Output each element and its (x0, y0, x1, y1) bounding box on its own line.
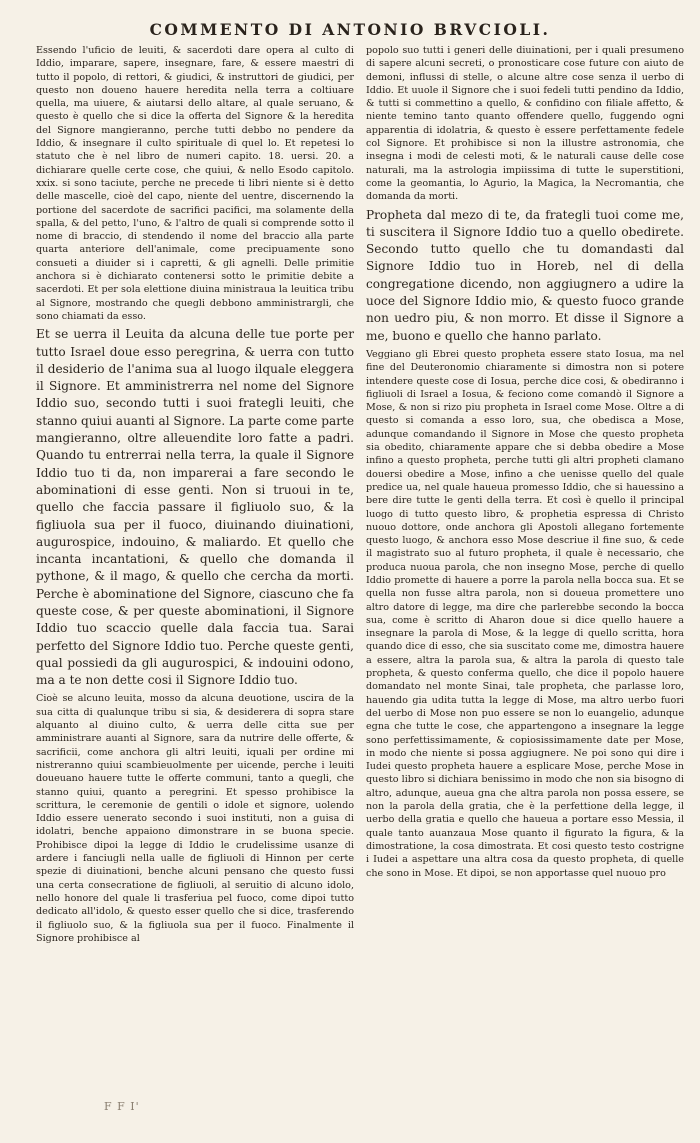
commentary-paragraph: Veggiano gli Ebrei questo propheta essere stato Iosua, ma nel fine del Deuteronomio chiaramente si dimostra non si potere intendere queste cose di Iosua, perche dice cosi, & obediranno i figliuoli di Israel a Iosua, & feciono come comandò il Signore a Mose, & non si rizo piu propheta in Israel come Mose. Oltre a di questo si comanda a esso loro, sua, che obedisca a Mose, adunque comandando il Signore in Mose che questo propheta sia obedito, chiaramente appare che si debba obedire a Mose infino a questo propheta, perche tutti gli altri propheti clamano douersi obedire a Mose, infino a che uenisse quello del quale predice ua, nel quale haueua promesso Iddio, che si hauessino a bere dire tutte le genti della terra. Et così è quello il principal luogo di tutto questo libro, & prophetia espressa di Christo nuouo dottore, onde anchora gli Apostoli allegano fortemente questo luogo, & anchora esso Mose descriue il fine suo, & cede il magistrato suo al futuro propheta, il quale è necessario, che produca nuoua parola, che non insegno Mose, perche di quello Iddio promette di hauere a porre la parola nella bocca sua. Et se quella non fusse altra parola, non si doueua promettere uno altro datore di legge, ma dire che parlerebbe secondo la bocca sua, come è scritto di Aharon doue si dice quello hauere a insegnare la parola di Mose, & la legge di quello scritta, hora quando dice di esso, che sia suscitato come me, dimostra hauere a essere, altra la parola sua, & altra la parola di questo tale propheta, & questo conferma quello, che dice il popolo hauere domandato nel monte Sinai, tale propheta, che parlasse loro, hauendo gia udita tutta la legge di Mose, ma altro uerbo fuori del uerbo di Mose non puo essere se non lo euangelio, adunque egna che tutte le cose, che appartengono a insegnare la legge sono perfettissimamente, & copiosissimamente date per Mose, in modo che niente si possa aggiugnere. Ne poi sono qui dire i Iudei questo propheta hauere a esplicare Mose, perche Mose in questo libro si dichiara benissimo in modo che non sia bisogno di altro, adunque, aueua gna che altra parola non possa essere, se non la parola della gratia, che è la perfettione della legge, il uerbo della gratia e quello che haueua a portare esso Messia, il quale tanto auanzaua Mose quanto il figurato la figura, & la dimostratione, la cosa dimostrata. Et cosi questo testo costrigne i Iudei a aspettare una altra cosa da questo propheta, di quelle che sono in Mose. Et dipoi, se non apportasse quel nuouo pro (366, 348, 684, 879)
commentary-paragraph: Essendo l'uficio de leuiti, & sacerdoti dare opera al culto di Iddio, imparare, sapere, insegnare, fare, & essere maestri di tutto il popolo, di rettori, & giudici, & instruttori de giudici, per questo non doueno hauere heredita nella terra a coltiuare quella, ma uiuere, & aiutarsi dello altare, al quale seruano, & questo è quello che si dice la offerta del Signore & la heredita del Signore mangieranno, perche tutti debbo no pendere da Iddio, & insegnare il culto spirituale di quel lo. Et repetesi lo statuto che è nel libro de numeri capito. 18. uersi. 20. a dichiarare quelle certe cose, che quiui, & nello Esodo capitolo. xxix. si sono taciute, perche ne precede ti libri niente si è detto delle mascelle, cioè del capo, niente del uentre, discernendo la portione del sacerdote de sacrifici pacifici, ma solamente della spalla, & del petto, l'uno, & l'altro de quali si comprende sotto il nome di braccio, di stendendo il nome del braccio alla parte quarta anteriore dell'animale, come precipuamente sono consueti a diuider si i capretti, & gli agnelli. Delle primitie anchora si è dichiarato contenersi sotto le primitie debite a sacerdoti. Et per sola elettione diuina ministraua la leuitica tribu al Signore, mostrando che quegli debbono amministrargli, che sono chiamati da esso. (36, 45, 354, 322)
scripture-paragraph: Et se uerra il Leuita da alcuna delle tue porte per tutto Israel doue esso peregrina, & uerra con tutto il desiderio de l'anima sua al luogo ilquale eleggera il Signore. Et amministrerra nel nome del Signore Iddio suo, secondo tutti i suoi frategli leuiti, che stanno quiui auanti al Signore. La parte come parte mangieranno, oltre alleuendite loro fatte a padri. Quando tu entrerrai nella terra, la quale il Signore Iddio tuo ti da, non imparerai a fare secondo le abominationi di esse genti. Non si truoui in te, quello che faccia passare il figliuolo suo, & la figliuola sua per il fuoco, diuinando diuinationi, augurospice, indouino, & maliardo. Et quello che incanta incantationi, & quello che domanda il pythone, & il mago, & quello che cercha da morti. Perche è abominatione del Signore, ciascuno che fa queste cose, & per queste abominationi, il Signore Iddio tuo scaccio quelle dala faccia tua. Sarai perfetto del Signore Iddio tuo. Perche queste genti, qual possiedi da gli augurospici, & indouini odono, ma a te non dette cosi il Signore Iddio tuo. (36, 327, 354, 688)
commentary-paragraph: Cioè se alcuno leuita, mosso da alcuna deuotione, uscira de la sua citta di qualunque tribu si sia, & desiderera di sopra stare alquanto al diuino culto, & uerra delle citta sue per amministrare auanti al Signore, sara da nutrire delle offerte, & sacrificii, come anchora gli altri leuiti, iquali per ordine mi nistreranno quiui scambieuolmente per uicende, perche i leuiti doueuano hauere tutte le offerte communi, tanto a quegli, che stanno quiui, quanto a peregrini. Et spesso prohibisce la scrittura, le ceremonie de gentili o idole et signore, uolendo Iddio essere uenerato secondo i suoi instituti, non a guisa di idolatri, benche appaiono dimonstrare in se buona specie. Prohibisce dipoi la legge di Iddio le crudelissime usanze di ardere i fanciugli nella ualle de figliuoli di Hinnon per certe spezie di diuinationi, benche alcuni pensano che questo fussi una certa consecratione de figliuoli, al seruitio di alcuno idolo, nello honore del quale li trasferiua pel fuoco, come dipoi tutto dedicato all'idolo, & questo esser quello che si dice, trasferendo il figliuolo suo, & la figliuola sua per il fuoco. Finalmente il Signore prohibisce al (36, 693, 354, 944)
right-column (366, 44, 684, 1084)
signature-mark: F F I' (104, 1100, 140, 1113)
left-column (36, 44, 354, 1084)
commentary-paragraph: popolo suo tutti i generi delle diuinationi, per i quali presumeno di sapere alcuni secreti, o pronosticare cose future con aiuto de demoni, influssi di stelle, o alcune altre cose senza il uerbo di Iddio. Et uuole il Signore che i suoi fedeli tutti pendino da Iddio, & tutti si commettino a quello, & confidino con filiale affetto, & niente temino tanto quanto offendere quello, fuggendo ogni apparentia di idolatria, & questo è essere perfettamente fedele col Signore. Et prohibisce si non la illustre astronomia, che insegna i modi de celesti moti, & le naturali cause delle cose naturali, ma la astrologia impiissima di tutte le superstitioni, come la geomantia, lo Agurio, la Magica, la Necromantia, che domanda da morti. (366, 45, 684, 203)
running-header: COMMENTO DI ANTONIO BRVCIOLI. (149, 20, 551, 39)
scripture-paragraph: Propheta dal mezo di te, da frategli tuoi come me, ti suscitera il Signore Iddio tuo a quello obedirete. Secondo tutto quello che tu domandasti dal Signore Iddio tuo in Horeb, nel di della congregatione dicendo, non aggiugnero a udire la uoce del Signore Iddio mio, & questo fuoco grande non uedro piu, & non morro. Et disse il Signore a me, buono e quello che hanno parlato. (366, 207, 684, 343)
